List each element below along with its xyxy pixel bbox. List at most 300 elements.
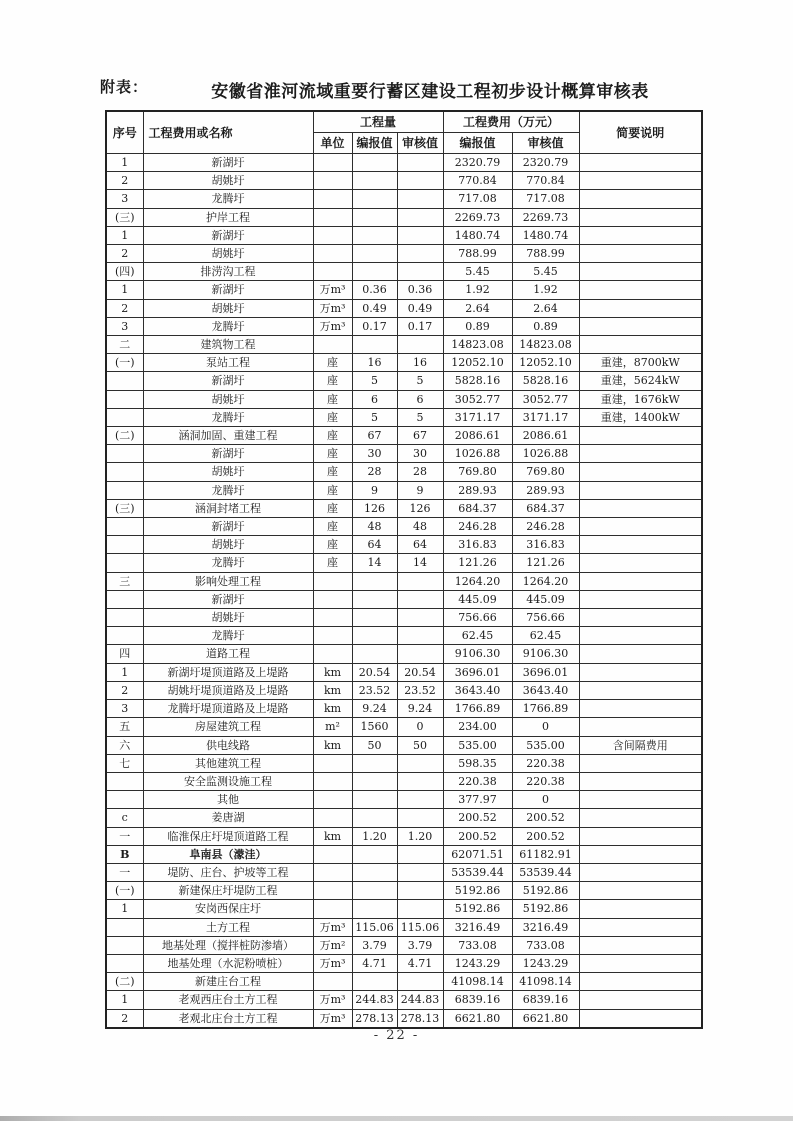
qty-reviewed-cell xyxy=(397,226,443,244)
qty-reported-cell: 3.79 xyxy=(352,936,397,954)
table-row xyxy=(106,499,702,517)
unit-cell xyxy=(313,754,352,772)
name-cell: 胡姚圩 xyxy=(143,172,313,190)
table-row xyxy=(106,554,702,572)
unit-cell xyxy=(313,645,352,663)
remark-cell xyxy=(579,973,702,991)
name-cell: 姜唐湖 xyxy=(143,809,313,827)
cost-reported-cell: 2.64 xyxy=(443,299,512,317)
serial-cell: 1 xyxy=(106,991,143,1009)
remark-cell xyxy=(579,263,702,281)
remark-cell xyxy=(579,609,702,627)
unit-cell xyxy=(313,791,352,809)
remark-cell xyxy=(579,463,702,481)
qty-reported-cell xyxy=(352,590,397,608)
qty-reviewed-cell xyxy=(397,900,443,918)
serial-cell: 3 xyxy=(106,700,143,718)
qty-reported-cell xyxy=(352,882,397,900)
qty-reviewed-cell: 244.83 xyxy=(397,991,443,1009)
table-row xyxy=(106,154,702,172)
serial-cell: 1 xyxy=(106,663,143,681)
cost-reviewed-cell: 1480.74 xyxy=(512,226,579,244)
table-row xyxy=(106,1009,702,1028)
cost-reviewed-cell: 3171.17 xyxy=(512,408,579,426)
cost-reviewed-cell: 1766.89 xyxy=(512,700,579,718)
cost-reported-cell: 1480.74 xyxy=(443,226,512,244)
qty-reviewed-cell xyxy=(397,154,443,172)
qty-reported-cell xyxy=(352,226,397,244)
table-row xyxy=(106,299,702,317)
cost-reviewed-cell: 220.38 xyxy=(512,754,579,772)
serial-cell: B xyxy=(106,845,143,863)
cost-reviewed-cell: 9106.30 xyxy=(512,645,579,663)
unit-cell xyxy=(313,863,352,881)
cost-reviewed-cell: 756.66 xyxy=(512,609,579,627)
page-number: - 22 - xyxy=(373,1028,420,1043)
qty-reviewed-cell xyxy=(397,863,443,881)
remark-cell xyxy=(579,172,702,190)
remark-cell xyxy=(579,827,702,845)
name-cell: 新湖圩 xyxy=(143,154,313,172)
serial-cell: 3 xyxy=(106,190,143,208)
serial-cell: (三) xyxy=(106,208,143,226)
unit-cell: km xyxy=(313,736,352,754)
name-cell: 排涝沟工程 xyxy=(143,263,313,281)
cost-reported-cell: 769.80 xyxy=(443,463,512,481)
cost-reviewed-cell: 1264.20 xyxy=(512,572,579,590)
qty-reported-cell xyxy=(352,208,397,226)
remark-cell: 重建，1676kW xyxy=(579,390,702,408)
serial-cell xyxy=(106,554,143,572)
unit-cell: 座 xyxy=(313,499,352,517)
qty-reviewed-cell: 67 xyxy=(397,427,443,445)
cost-reported-cell: 12052.10 xyxy=(443,354,512,372)
qty-reviewed-cell: 30 xyxy=(397,445,443,463)
cost-reported-cell: 62.45 xyxy=(443,627,512,645)
name-cell: 涵洞封堵工程 xyxy=(143,499,313,517)
cost-reviewed-cell: 41098.14 xyxy=(512,973,579,991)
table-row xyxy=(106,172,702,190)
serial-cell xyxy=(106,390,143,408)
qty-reviewed-cell xyxy=(397,772,443,790)
cost-reported-cell: 200.52 xyxy=(443,809,512,827)
cost-reviewed-cell: 3696.01 xyxy=(512,663,579,681)
remark-cell xyxy=(579,299,702,317)
remark-cell xyxy=(579,536,702,554)
cost-reported-cell: 2269.73 xyxy=(443,208,512,226)
qty-reviewed-cell: 0.17 xyxy=(397,317,443,335)
remark-cell xyxy=(579,154,702,172)
remark-cell xyxy=(579,791,702,809)
table-row xyxy=(106,754,702,772)
serial-cell: 二 xyxy=(106,336,143,354)
serial-cell: c xyxy=(106,809,143,827)
cost-reviewed-cell: 246.28 xyxy=(512,518,579,536)
qty-reviewed-cell: 20.54 xyxy=(397,663,443,681)
qty-reported-cell: 28 xyxy=(352,463,397,481)
qty-reported-cell: 5 xyxy=(352,408,397,426)
qty-reviewed-cell xyxy=(397,791,443,809)
cost-reviewed-cell: 769.80 xyxy=(512,463,579,481)
cost-reported-cell: 1026.88 xyxy=(443,445,512,463)
page-title: 安徽省淮河流域重要行蓄区建设工程初步设计概算审核表 xyxy=(211,82,649,102)
qty-reviewed-cell xyxy=(397,245,443,263)
cost-reported-cell: 770.84 xyxy=(443,172,512,190)
remark-cell xyxy=(579,226,702,244)
cost-reported-cell: 377.97 xyxy=(443,791,512,809)
qty-reviewed-cell: 50 xyxy=(397,736,443,754)
name-cell: 其他 xyxy=(143,791,313,809)
name-cell: 房屋建筑工程 xyxy=(143,718,313,736)
qty-reviewed-cell: 278.13 xyxy=(397,1009,443,1028)
scan-edge-artifact xyxy=(0,1116,793,1121)
remark-cell xyxy=(579,882,702,900)
name-cell: 安岗西保庄圩 xyxy=(143,900,313,918)
qty-reviewed-cell xyxy=(397,172,443,190)
remark-cell xyxy=(579,281,702,299)
remark-cell xyxy=(579,190,702,208)
qty-reported-cell: 6 xyxy=(352,390,397,408)
table-row xyxy=(106,700,702,718)
name-cell: 胡姚圩 xyxy=(143,390,313,408)
cost-reported-cell: 445.09 xyxy=(443,590,512,608)
name-cell: 新湖圩堤顶道路及上堤路 xyxy=(143,663,313,681)
name-cell: 影响处理工程 xyxy=(143,572,313,590)
serial-cell xyxy=(106,536,143,554)
qty-reported-cell xyxy=(352,263,397,281)
name-cell: 龙腾圩 xyxy=(143,481,313,499)
name-cell: 涵洞加固、重建工程 xyxy=(143,427,313,445)
unit-cell: 座 xyxy=(313,445,352,463)
qty-reviewed-cell: 115.06 xyxy=(397,918,443,936)
table-row xyxy=(106,882,702,900)
name-cell: 龙腾圩 xyxy=(143,408,313,426)
cost-reviewed-cell: 121.26 xyxy=(512,554,579,572)
col-header-name: 工程费用或名称 xyxy=(143,111,313,154)
serial-cell: 1 xyxy=(106,900,143,918)
qty-reviewed-cell: 3.79 xyxy=(397,936,443,954)
serial-cell xyxy=(106,918,143,936)
unit-cell: km xyxy=(313,700,352,718)
col-header-remarks: 简要说明 xyxy=(579,111,702,154)
remark-cell xyxy=(579,718,702,736)
qty-reviewed-cell xyxy=(397,754,443,772)
qty-reported-cell: 278.13 xyxy=(352,1009,397,1028)
unit-cell xyxy=(313,973,352,991)
header-row-1 xyxy=(106,111,702,133)
unit-cell xyxy=(313,154,352,172)
qty-reported-cell: 244.83 xyxy=(352,991,397,1009)
remark-cell xyxy=(579,518,702,536)
serial-cell: 2 xyxy=(106,299,143,317)
unit-cell: 座 xyxy=(313,518,352,536)
serial-cell xyxy=(106,463,143,481)
table-row xyxy=(106,609,702,627)
cost-reviewed-cell: 1.92 xyxy=(512,281,579,299)
name-cell: 临淮保庄圩堤顶道路工程 xyxy=(143,827,313,845)
unit-cell: 座 xyxy=(313,408,352,426)
qty-reviewed-cell xyxy=(397,627,443,645)
cost-reviewed-cell: 53539.44 xyxy=(512,863,579,881)
remark-cell xyxy=(579,663,702,681)
remark-cell xyxy=(579,427,702,445)
serial-cell: 2 xyxy=(106,1009,143,1028)
unit-cell: 万m³ xyxy=(313,281,352,299)
serial-cell: (二) xyxy=(106,973,143,991)
cost-reported-cell: 2320.79 xyxy=(443,154,512,172)
name-cell: 胡姚圩 xyxy=(143,536,313,554)
col-group-cost: 工程费用（万元） xyxy=(443,111,579,133)
unit-cell: 座 xyxy=(313,554,352,572)
qty-reviewed-cell: 23.52 xyxy=(397,681,443,699)
unit-cell: 座 xyxy=(313,463,352,481)
cost-reviewed-cell: 445.09 xyxy=(512,590,579,608)
unit-cell xyxy=(313,572,352,590)
name-cell: 老观西庄台土方工程 xyxy=(143,991,313,1009)
remark-cell xyxy=(579,936,702,954)
qty-reported-cell xyxy=(352,645,397,663)
table-row xyxy=(106,936,702,954)
unit-cell xyxy=(313,845,352,863)
unit-cell xyxy=(313,882,352,900)
table-row xyxy=(106,590,702,608)
cost-reported-cell: 1243.29 xyxy=(443,954,512,972)
unit-cell xyxy=(313,172,352,190)
cost-reported-cell: 121.26 xyxy=(443,554,512,572)
serial-cell: (二) xyxy=(106,427,143,445)
serial-cell: 3 xyxy=(106,317,143,335)
cost-reviewed-cell: 5192.86 xyxy=(512,900,579,918)
remark-cell xyxy=(579,499,702,517)
table-row xyxy=(106,336,702,354)
serial-cell xyxy=(106,590,143,608)
cost-reviewed-cell: 200.52 xyxy=(512,827,579,845)
table-row xyxy=(106,718,702,736)
unit-cell xyxy=(313,609,352,627)
remark-cell xyxy=(579,681,702,699)
attachment-label: 附表： xyxy=(100,78,149,96)
serial-cell: 六 xyxy=(106,736,143,754)
name-cell: 其他建筑工程 xyxy=(143,754,313,772)
name-cell: 新湖圩 xyxy=(143,590,313,608)
table-row xyxy=(106,772,702,790)
cost-reported-cell: 9106.30 xyxy=(443,645,512,663)
name-cell: 龙腾圩堤顶道路及上堤路 xyxy=(143,700,313,718)
qty-reviewed-cell xyxy=(397,263,443,281)
unit-cell xyxy=(313,208,352,226)
cost-reported-cell: 62071.51 xyxy=(443,845,512,863)
unit-cell: km xyxy=(313,827,352,845)
cost-reported-cell: 246.28 xyxy=(443,518,512,536)
unit-cell: 万m³ xyxy=(313,299,352,317)
qty-reviewed-cell: 0.49 xyxy=(397,299,443,317)
unit-cell: 万m³ xyxy=(313,1009,352,1028)
cost-reviewed-cell: 5828.16 xyxy=(512,372,579,390)
remark-cell xyxy=(579,208,702,226)
qty-reported-cell: 0.17 xyxy=(352,317,397,335)
remark-cell xyxy=(579,1009,702,1028)
qty-reported-cell xyxy=(352,863,397,881)
qty-reviewed-cell: 9 xyxy=(397,481,443,499)
serial-cell xyxy=(106,791,143,809)
qty-reported-cell xyxy=(352,245,397,263)
name-cell: 新建保庄圩堤防工程 xyxy=(143,882,313,900)
qty-reported-cell: 1.20 xyxy=(352,827,397,845)
qty-reported-cell xyxy=(352,172,397,190)
serial-cell: 五 xyxy=(106,718,143,736)
name-cell: 供电线路 xyxy=(143,736,313,754)
cost-reviewed-cell: 717.08 xyxy=(512,190,579,208)
qty-reviewed-cell: 5 xyxy=(397,408,443,426)
cost-reviewed-cell: 6621.80 xyxy=(512,1009,579,1028)
remark-cell xyxy=(579,991,702,1009)
table-row xyxy=(106,900,702,918)
table-row xyxy=(106,463,702,481)
cost-reported-cell: 3643.40 xyxy=(443,681,512,699)
table-row xyxy=(106,827,702,845)
table-row xyxy=(106,645,702,663)
cost-reviewed-cell: 788.99 xyxy=(512,245,579,263)
cost-reviewed-cell: 0 xyxy=(512,718,579,736)
table-row xyxy=(106,190,702,208)
name-cell: 堤防、庄台、护坡等工程 xyxy=(143,863,313,881)
serial-cell: 1 xyxy=(106,281,143,299)
cost-reported-cell: 316.83 xyxy=(443,536,512,554)
serial-cell: (四) xyxy=(106,263,143,281)
qty-reported-cell: 67 xyxy=(352,427,397,445)
qty-reported-cell: 23.52 xyxy=(352,681,397,699)
qty-reviewed-cell: 0 xyxy=(397,718,443,736)
serial-cell xyxy=(106,627,143,645)
remark-cell xyxy=(579,627,702,645)
name-cell: 胡姚圩堤顶道路及上堤路 xyxy=(143,681,313,699)
col-header-qty-reported: 编报值 xyxy=(352,133,397,154)
unit-cell xyxy=(313,809,352,827)
cost-reported-cell: 535.00 xyxy=(443,736,512,754)
qty-reviewed-cell: 126 xyxy=(397,499,443,517)
serial-cell xyxy=(106,408,143,426)
qty-reviewed-cell xyxy=(397,845,443,863)
qty-reviewed-cell: 1.20 xyxy=(397,827,443,845)
name-cell: 新建庄台工程 xyxy=(143,973,313,991)
budget-review-table xyxy=(105,110,703,1029)
remark-cell xyxy=(579,317,702,335)
cost-reported-cell: 5828.16 xyxy=(443,372,512,390)
serial-cell: 一 xyxy=(106,863,143,881)
cost-reviewed-cell: 3052.77 xyxy=(512,390,579,408)
cost-reported-cell: 0.89 xyxy=(443,317,512,335)
cost-reported-cell: 3171.17 xyxy=(443,408,512,426)
cost-reviewed-cell: 684.37 xyxy=(512,499,579,517)
qty-reported-cell: 0.49 xyxy=(352,299,397,317)
cost-reported-cell: 1264.20 xyxy=(443,572,512,590)
cost-reviewed-cell: 220.38 xyxy=(512,772,579,790)
qty-reported-cell: 16 xyxy=(352,354,397,372)
name-cell: 胡姚圩 xyxy=(143,299,313,317)
name-cell: 地基处理（水泥粉喷桩） xyxy=(143,954,313,972)
qty-reported-cell: 9.24 xyxy=(352,700,397,718)
table-row xyxy=(106,263,702,281)
col-header-unit: 单位 xyxy=(313,133,352,154)
serial-cell: 1 xyxy=(106,154,143,172)
cost-reported-cell: 14823.08 xyxy=(443,336,512,354)
cost-reported-cell: 5192.86 xyxy=(443,882,512,900)
qty-reviewed-cell xyxy=(397,809,443,827)
remark-cell xyxy=(579,645,702,663)
cost-reviewed-cell: 2086.61 xyxy=(512,427,579,445)
cost-reported-cell: 220.38 xyxy=(443,772,512,790)
remark-cell xyxy=(579,245,702,263)
qty-reported-cell: 115.06 xyxy=(352,918,397,936)
cost-reported-cell: 1.92 xyxy=(443,281,512,299)
qty-reported-cell xyxy=(352,973,397,991)
col-header-cost-reported: 编报值 xyxy=(443,133,512,154)
table-row xyxy=(106,390,702,408)
cost-reviewed-cell: 2320.79 xyxy=(512,154,579,172)
qty-reviewed-cell: 4.71 xyxy=(397,954,443,972)
cost-reviewed-cell: 289.93 xyxy=(512,481,579,499)
serial-cell xyxy=(106,518,143,536)
table-row xyxy=(106,481,702,499)
qty-reported-cell: 14 xyxy=(352,554,397,572)
unit-cell: 座 xyxy=(313,354,352,372)
name-cell: 胡姚圩 xyxy=(143,245,313,263)
remark-cell: 含间隔费用 xyxy=(579,736,702,754)
unit-cell: 万m³ xyxy=(313,954,352,972)
cost-reported-cell: 6621.80 xyxy=(443,1009,512,1028)
unit-cell: 座 xyxy=(313,427,352,445)
name-cell: 新湖圩 xyxy=(143,226,313,244)
remark-cell: 重建，1400kW xyxy=(579,408,702,426)
table-row xyxy=(106,445,702,463)
name-cell: 新湖圩 xyxy=(143,445,313,463)
col-header-cost-reviewed: 审核值 xyxy=(512,133,579,154)
qty-reported-cell: 0.36 xyxy=(352,281,397,299)
cost-reviewed-cell: 200.52 xyxy=(512,809,579,827)
remark-cell xyxy=(579,700,702,718)
remark-cell xyxy=(579,445,702,463)
name-cell: 新湖圩 xyxy=(143,281,313,299)
cost-reported-cell: 598.35 xyxy=(443,754,512,772)
cost-reported-cell: 756.66 xyxy=(443,609,512,627)
qty-reviewed-cell xyxy=(397,609,443,627)
remark-cell xyxy=(579,900,702,918)
cost-reported-cell: 234.00 xyxy=(443,718,512,736)
col-header-serial: 序号 xyxy=(106,111,143,154)
unit-cell xyxy=(313,263,352,281)
table-row xyxy=(106,208,702,226)
table-row xyxy=(106,226,702,244)
table-row xyxy=(106,954,702,972)
name-cell: 建筑物工程 xyxy=(143,336,313,354)
serial-cell xyxy=(106,445,143,463)
cost-reviewed-cell: 2.64 xyxy=(512,299,579,317)
name-cell: 新湖圩 xyxy=(143,518,313,536)
qty-reported-cell: 48 xyxy=(352,518,397,536)
cost-reported-cell: 684.37 xyxy=(443,499,512,517)
serial-cell: 七 xyxy=(106,754,143,772)
name-cell: 土方工程 xyxy=(143,918,313,936)
qty-reported-cell: 1560 xyxy=(352,718,397,736)
unit-cell: km xyxy=(313,681,352,699)
table-body xyxy=(106,154,702,1028)
unit-cell xyxy=(313,226,352,244)
table-row xyxy=(106,427,702,445)
table-row xyxy=(106,372,702,390)
cost-reported-cell: 200.52 xyxy=(443,827,512,845)
remark-cell xyxy=(579,863,702,881)
name-cell: 新湖圩 xyxy=(143,372,313,390)
